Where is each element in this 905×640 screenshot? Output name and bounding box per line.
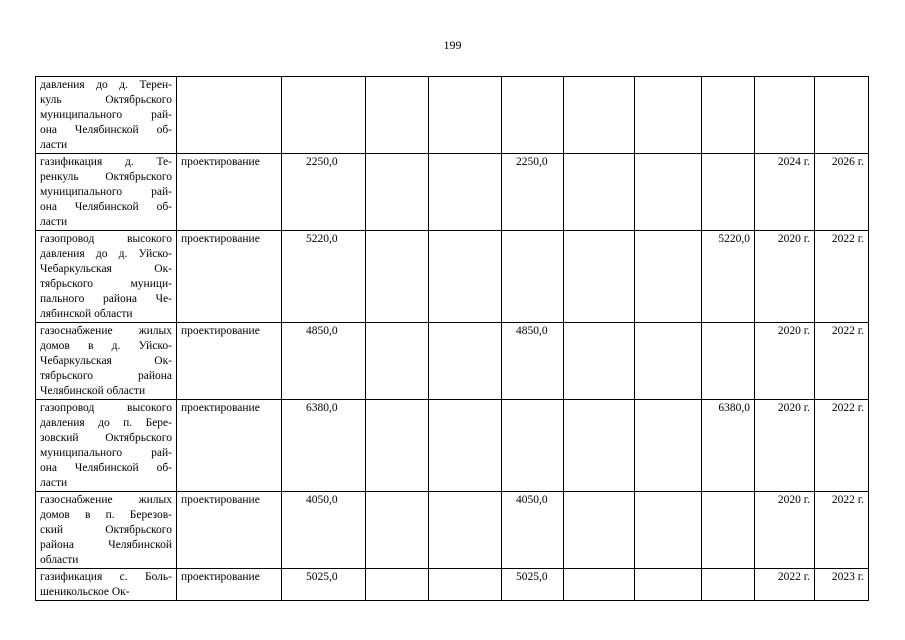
start-year-cell: 2020 г.: [755, 323, 815, 400]
total-cost-cell: 5220,0: [282, 231, 366, 323]
end-year-cell: 2022 г.: [815, 492, 869, 569]
object-name-line: газопровод высокого: [40, 233, 172, 245]
total-cost-cell: [282, 77, 366, 154]
object-name-line: домов в п. Березов-: [40, 509, 172, 521]
object-name-line: газоснабжение жилых: [40, 494, 172, 506]
object-name-line: газоснабжение жилых: [40, 325, 172, 337]
total-cost-cell: 2250,0: [282, 154, 366, 231]
object-name-line: ренкуль Октябрьского: [40, 171, 172, 183]
year-cell: [635, 231, 702, 323]
object-name-line: ский Октябрьского: [40, 524, 172, 536]
object-name-line: она Челябинской об-: [40, 462, 172, 474]
object-name-line: давления до д. Терен-: [40, 79, 172, 91]
investment-table: [35, 76, 869, 601]
object-name-line: газификация д. Те-: [40, 156, 172, 168]
object-name-line: тябрьского муници-: [40, 278, 172, 290]
object-name-line: куль Октябрьского: [40, 94, 172, 106]
object-name-cell: [36, 323, 177, 400]
year-cell: [564, 231, 635, 323]
total-cost-cell: 6380,0: [282, 400, 366, 492]
stage-cell: проектирование: [177, 400, 282, 492]
year-cell: 2250,0: [502, 154, 564, 231]
year-cell: 6380,0: [702, 400, 755, 492]
year-cell: [502, 400, 564, 492]
year-cell: [702, 492, 755, 569]
year-cell: [429, 492, 502, 569]
stage-cell: проектирование: [177, 569, 282, 601]
end-year-cell: 2023 г.: [815, 569, 869, 601]
table-row: [36, 231, 869, 323]
year-cell: [564, 492, 635, 569]
object-name-line: она Челябинской об-: [40, 201, 172, 213]
table-body: [36, 77, 869, 601]
start-year-cell: [755, 77, 815, 154]
object-name-cell: [36, 154, 177, 231]
year-cell: [429, 77, 502, 154]
year-cell: [366, 400, 429, 492]
year-cell: 5025,0: [502, 569, 564, 601]
object-name-cell: [36, 492, 177, 569]
year-cell: [635, 492, 702, 569]
year-cell: [429, 323, 502, 400]
end-year-cell: 2026 г.: [815, 154, 869, 231]
end-year-cell: 2022 г.: [815, 400, 869, 492]
year-cell: [502, 77, 564, 154]
object-name-line: ласти: [40, 477, 68, 489]
start-year-cell: 2020 г.: [755, 400, 815, 492]
object-name-line: лябинской области: [40, 308, 133, 320]
total-cost-cell: 4850,0: [282, 323, 366, 400]
year-cell: [366, 569, 429, 601]
object-name-line: муниципального рай-: [40, 447, 172, 459]
object-name-line: давления до д. Уйско-: [40, 248, 172, 260]
object-name-line: домов в д. Уйско-: [40, 340, 172, 352]
year-cell: [429, 154, 502, 231]
year-cell: [564, 77, 635, 154]
object-name-line: зовский Октябрьского: [40, 432, 172, 444]
year-cell: [702, 154, 755, 231]
object-name-line: давления до п. Бере-: [40, 417, 172, 429]
year-cell: [564, 154, 635, 231]
page-number: 199: [443, 38, 462, 52]
year-cell: [702, 77, 755, 154]
stage-cell: проектирование: [177, 323, 282, 400]
year-cell: [366, 323, 429, 400]
stage-cell: [177, 77, 282, 154]
table-row: [36, 400, 869, 492]
year-cell: [366, 492, 429, 569]
year-cell: [366, 77, 429, 154]
object-name-line: шеникольское Ок-: [40, 586, 130, 598]
object-name-cell: [36, 231, 177, 323]
year-cell: [702, 323, 755, 400]
year-cell: 5220,0: [702, 231, 755, 323]
year-cell: [564, 569, 635, 601]
year-cell: [366, 154, 429, 231]
object-name-line: ласти: [40, 139, 68, 151]
table-row: [36, 77, 869, 154]
object-name-line: Чебаркульская Ок-: [40, 355, 172, 367]
object-name-line: муниципального рай-: [40, 109, 172, 121]
stage-cell: проектирование: [177, 492, 282, 569]
object-name-line: Челябинской области: [40, 385, 146, 397]
year-cell: [429, 231, 502, 323]
stage-cell: проектирование: [177, 231, 282, 323]
year-cell: [502, 231, 564, 323]
year-cell: [366, 231, 429, 323]
year-cell: [635, 154, 702, 231]
object-name-line: области: [40, 554, 79, 566]
year-cell: 4850,0: [502, 323, 564, 400]
end-year-cell: 2022 г.: [815, 323, 869, 400]
table-row: [36, 154, 869, 231]
table-row: [36, 569, 869, 601]
object-name-line: она Челябинской об-: [40, 124, 172, 136]
year-cell: [429, 400, 502, 492]
table-row: [36, 323, 869, 400]
end-year-cell: [815, 77, 869, 154]
start-year-cell: 2020 г.: [755, 231, 815, 323]
year-cell: [429, 569, 502, 601]
year-cell: [635, 323, 702, 400]
object-name-line: газификация с. Боль-: [40, 571, 172, 583]
object-name-line: Чебаркульская Ок-: [40, 263, 172, 275]
object-name-cell: [36, 77, 177, 154]
year-cell: 4050,0: [502, 492, 564, 569]
end-year-cell: 2022 г.: [815, 231, 869, 323]
year-cell: [702, 569, 755, 601]
year-cell: [635, 569, 702, 601]
total-cost-cell: 4050,0: [282, 492, 366, 569]
object-name-line: газопровод высокого: [40, 402, 172, 414]
stage-cell: проектирование: [177, 154, 282, 231]
start-year-cell: 2024 г.: [755, 154, 815, 231]
start-year-cell: 2020 г.: [755, 492, 815, 569]
year-cell: [635, 77, 702, 154]
start-year-cell: 2022 г.: [755, 569, 815, 601]
year-cell: [564, 323, 635, 400]
object-name-cell: [36, 400, 177, 492]
total-cost-cell: 5025,0: [282, 569, 366, 601]
year-cell: [635, 400, 702, 492]
object-name-line: ласти: [40, 216, 68, 228]
object-name-line: муниципального рай-: [40, 186, 172, 198]
year-cell: [564, 400, 635, 492]
object-name-line: тябрьского района: [40, 370, 172, 382]
table-row: [36, 492, 869, 569]
object-name-line: района Челябинской: [40, 539, 172, 551]
object-name-line: пального района Че-: [40, 293, 172, 305]
object-name-cell: [36, 569, 177, 601]
